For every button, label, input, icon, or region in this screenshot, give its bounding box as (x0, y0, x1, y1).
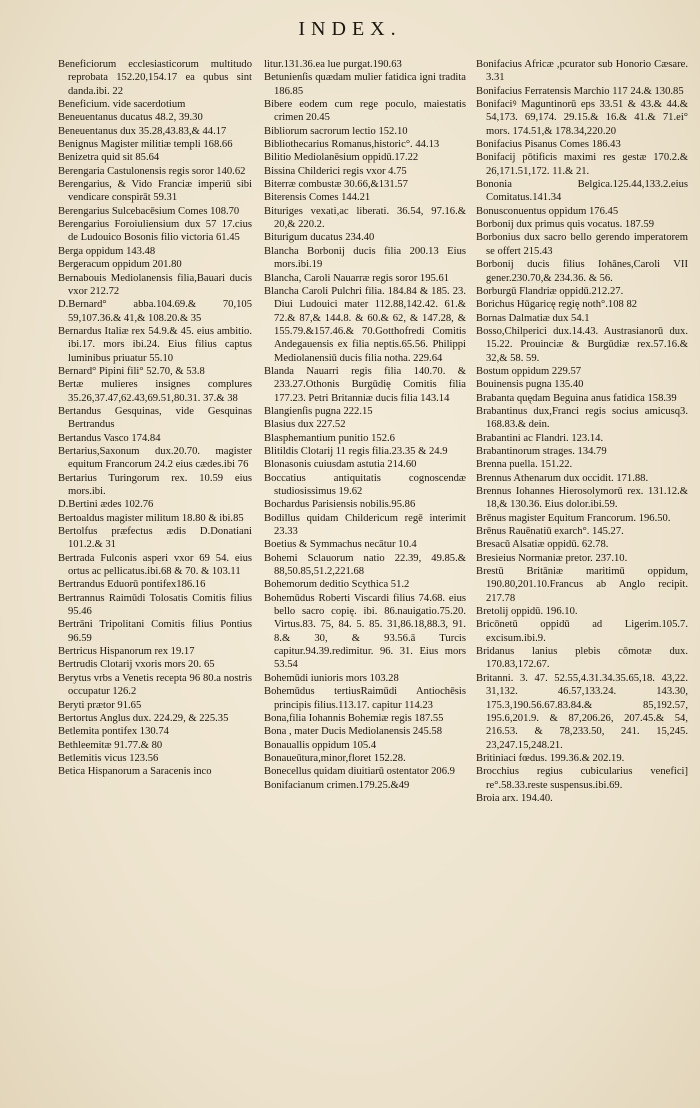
index-entry: D.Bernard° abba.104.69.& 70,105 59,107.36.& 41,& 108.20.& 35 (58, 299, 252, 324)
index-entry: Blancha Borbonij ducis filia 200.13 Eius mors.ibi.19 (264, 245, 466, 271)
index-entry: Blanda Nauarri regis filia 140.70. & 233.27.Othonis Burgūdię Comitis filia 177.23. Petri Britanniæ ducis filia 143.14 (264, 365, 466, 404)
index-entry: Beneuentanus dux 35.28,43.83,& 44.17 (58, 125, 227, 137)
index-entry: Brennus Athenarum dux occidit. 171.88. (476, 472, 649, 484)
index-entry: D.Bertini ædes 102.76 (58, 499, 154, 511)
index-entry: Bertæ mulieres insignes complures 35.26,37.47,62.43,69.51,80.31. 37.& 38 (58, 379, 252, 404)
index-entry: Bouinensis pugna 135.40 (476, 379, 584, 391)
index-entry: Beneuentanus ducatus 48.2, 39.30 (58, 112, 203, 124)
index-entry: Bohemi Sclauorum natio 22.39, 49.85.& 88,50.85,51.2,221.68 (264, 552, 466, 578)
index-entry: Biterensis Comes 144.21 (264, 192, 371, 204)
index-entry: Betica Hispanorum a Saracenis inco (58, 766, 212, 778)
index-entry: Betlemitis vicus 123.56 (58, 752, 159, 764)
index-entry: Bibliorum sacrorum lectio 152.10 (264, 125, 408, 137)
index-entry: Brabanta quędam Beguina anus fatidica 158.39 (476, 392, 677, 404)
index-entry: Britanni. 3. 47. 52.55,4.31.34.35.65,18. 43,22. 31,132. 46.57,133.24. 143.30, 175.3,190.56.67.83.84.& 85,192.57, 195.6,201.9. & 87,206.26, 207.45.& 54, 216.53. & 78,233.50, 241. 15,245. 23,247.15,248.21. (476, 672, 688, 751)
index-entry: Biterræ combustæ 30.66,&131.57 (264, 179, 408, 191)
index-entry: Bosso,Chilperici dux.14.43. Austrasianorū dux. 15.22. Prouinciæ & Burgūdiæ rex.57.16.& 32,& 58. 59. (476, 325, 688, 364)
index-entry: Bernabouis Mediolanensis filia,Bauari ducis vxor 212.72 (58, 272, 252, 297)
index-entry: Bertrada Fulconis asperi vxor 69 54. eius ortus ac pellicatus.ibi.68 & 70. & 103.11 (58, 552, 252, 578)
index-entry: Brēnus Rauēnatiū exarch°. 145.27. (476, 526, 624, 538)
index-entry: Bilitio Mediolanēsium oppidū.17.22 (264, 152, 419, 164)
index-entry: Blasphemantium punitio 152.6 (264, 432, 395, 444)
index-entry: Bertortus Anglus dux. 224.29, & 225.35 (58, 712, 229, 724)
index-entry: Brestū Britāniæ maritimū oppidum, 190.80,201.10.Francus ab Anglo recipit. 217.78 (476, 566, 688, 604)
index-entry: Bissina Childerici regis vxor 4.75 (264, 165, 407, 177)
index-entry: Bonauallis oppidum 105.4 (264, 739, 377, 751)
index-entry: Bornas Dalmatiæ dux 54.1 (476, 312, 590, 324)
index-entry: Berengarius, & Vido Franciæ imperiū sibi vendicare conspirāt 59.31 (58, 179, 252, 204)
index-entry: Bohemūdi iunioris mors 103.28 (264, 672, 399, 684)
index-entry: Bonifaciꝰ Maguntinorū eps 33.51 & 43.& 44.& 54,173. 69,174. 29.15.& 16.& 41.& 71.ei° mors. 174.51,& 178.34,220.20 (476, 99, 688, 137)
index-entry: Brabantinorum strages. 134.79 (476, 445, 607, 457)
index-entry: Brabantinus dux,Franci regis socius amicusq3. 168.83.& dein. (476, 405, 688, 431)
index-entry: Blancha, Caroli Nauarræ regis soror 195.61 (264, 272, 450, 284)
index-entry: Berga oppidum 143.48 (58, 245, 156, 257)
index-entry: Bertricus Hispanorum rex 19.17 (58, 646, 195, 658)
index-entry: Bona , mater Ducis Mediolanensis 245.58 (264, 726, 443, 738)
index-entry: Britiniaci fœdus. 199.36.& 202.19. (476, 752, 625, 764)
index-entry: Bricōnetū oppidū ad Ligerim.105.7. excisum.ibi.9. (476, 619, 688, 644)
index-entry: Bonusconuentus oppidum 176.45 (476, 205, 619, 217)
index-entry: Bresacū Alsatiæ oppidū. 62.78. (476, 539, 609, 551)
index-entry: Beryti prætor 91.65 (58, 699, 142, 711)
index-entry: Broia arx. 194.40. (476, 792, 553, 804)
index-entry: Bononia Belgica.125.44,133.2.eius Comitatus.141.34 (476, 179, 688, 204)
index-entry: Bonaueūtura,minor,floret 152.28. (264, 752, 406, 764)
index-entry: Bibere eodem cum rege poculo, maiestatis crimen 20.45 (264, 99, 466, 124)
index-entry: Bertrannus Raimūdi Tolosatis Comitis filius 95.46 (58, 592, 252, 618)
index-entry: Bonifacij pōtificis maximi res gestæ 170.2.& 26,171.51,172. 11.& 21. (476, 152, 688, 177)
index-column-3 (476, 58, 688, 805)
index-entry: Bohemorum deditio Scythica 51.2 (264, 579, 410, 591)
index-entry: Bohemūdus Roberti Viscardi filius 74.68. eius bello sacro copię. ibi. 86.nauigatio.75.20. Virtus.83. 75, 84. 5. 85. 31,86.18,88.3, 91. 8.& 30, & 93.56.ā Turcis capitur.94.39.redimitur. 96. 31. Eius mors 53.54 (264, 592, 466, 671)
index-entry: Beneficiorum ecclesiasticorum multitudo reprobata 152.20,154.17 ea qubus sint danda.ibi. 22 (58, 59, 252, 97)
index-entry: Bodillus quidam Childericum regē interimit 23.33 (264, 512, 466, 538)
index-entry: Bertoaldus magister militum 18.80 & ibi.85 (58, 512, 244, 524)
index-entry: Bresieius Normaniæ pretor. 237.10. (476, 552, 628, 564)
index-entry: Berytus vrbs a Venetis recepta 96 80.a nostris occupatur 126.2 (58, 672, 252, 698)
index-entry: Bertolfus præfectus ædis D.Donatiani 101.2.& 31 (58, 526, 252, 551)
index-entry: Bonifacius Pisanus Comes 186.43 (476, 139, 621, 151)
index-entry: Boetius & Symmachus necātur 10.4 (264, 539, 417, 551)
page-title: INDEX. (298, 18, 402, 40)
index-entry: Blitildis Clotarij 11 regis filia.23.35 & 24.9 (264, 445, 448, 457)
index-entry: Brēnus magister Equitum Francorum. 196.50. (476, 512, 671, 524)
index-entry: Bochardus Parisiensis nobilis.95.86 (264, 499, 416, 511)
index-entry: Benizetra quid sit 85.64 (58, 152, 160, 164)
index-entry: Borichus Hūgaricę regię noth°.108 82 (476, 299, 638, 311)
index-entry: Bertarius,Saxonum dux.20.70. magister equitum Francorum 24.2 eius cædes.ibi 76 (58, 445, 252, 471)
index-entry: Boccatius antiquitatis cognoscendæ studiosissimus 19.62 (264, 472, 466, 497)
index-entry: Brenna puella. 151.22. (476, 459, 573, 471)
index-entry: Borbonij dux primus quis vocatus. 187.59 (476, 219, 655, 231)
index-column-1 (58, 58, 252, 779)
index-entry: Bona,filia Iohannis Bohemiæ regis 187.55 (264, 712, 444, 724)
index-entry: Bonifacius Ferratensis Marchio 117 24.& 130.85 (476, 85, 684, 97)
index-entry: Bituriges vexati,ac liberati. 36.54, 97.16.& 20,& 220.2. (264, 205, 466, 231)
index-entry: Bostum oppidum 229.57 (476, 365, 582, 377)
index-entry: Bertrandus Eduorū pontifex186.16 (58, 579, 206, 591)
index-entry: Bertandus Gesquinas, vide Gesquinas Bertrandus (58, 405, 252, 431)
index-entry: Bibliothecarius Romanus,historic°. 44.13 (264, 139, 440, 151)
index-entry: litur.131.36.ea lue purgat.190.63 (264, 59, 402, 70)
index-entry: Biturigum ducatus 234.40 (264, 232, 375, 244)
index-entry: Bernard° Pipini fili° 52.70, & 53.8 (58, 365, 205, 377)
index-entry: Bertrāni Tripolitani Comitis filius Pontius 96.59 (58, 619, 252, 644)
index-entry: Bretolij oppidū. 196.10. (476, 606, 578, 618)
index-entry: Bonecellus quidam diuitiarū ostentator 206.9 (264, 766, 455, 778)
index-entry: Blonasonis cuiusdam astutia 214.60 (264, 459, 417, 471)
index-entry: Brennus Iohannes Hierosolymorū rex. 131.12.& 18,& 130.36. Eius dolor.ibi.59. (476, 486, 688, 511)
index-entry: Borbonij ducis filius Iohānes,Caroli VII gener.230.70,& 234.36. & 56. (476, 259, 688, 284)
index-entry: Borbonius dux sacro bello gerendo imperatorem se offert 215.43 (476, 232, 688, 257)
index-entry: Bertarius Turingorum rex. 10.59 eius mors.ibi. (58, 472, 252, 497)
index-entry: Bridanus lanius plebis cōmotæ dux. 170.83,172.67. (476, 646, 688, 671)
index-entry: Berengaria Castulonensis regis soror 140.62 (58, 165, 246, 177)
index-entry: Brocchius regius cubicularius venefici] re°.58.33.reste suspensus.ibi.69. (476, 766, 688, 791)
index-entry: Berengarius Sulcebacēsium Comes 108.70 (58, 205, 240, 217)
index-entry: Bonifacianum crimen.179.25.&49 (264, 779, 410, 791)
index-entry: Benignus Magister militiæ templi 168.66 (58, 139, 233, 151)
index-column-2 (264, 58, 466, 792)
index-entry: Bonifacius Africæ ,pcurator sub Honorio Cæsare. 3.31 (476, 59, 688, 84)
index-entry: Betunienſis quædam mulier fatidica igni tradita 186.85 (264, 72, 466, 97)
index-entry: Blangienſis pugna 222.15 (264, 405, 373, 417)
index-entry: Blasius dux 227.52 (264, 419, 346, 431)
index-entry: Bohemūdus tertiusRaimūdi Antiochēsis principis filius.113.17. capitur 114.23 (264, 686, 466, 711)
index-entry: Blancha Caroli Pulchri filia. 184.84 & 185. 23. Diui Ludouici mater 112.88,142.42. 61.& 72.& 87,& 144.8. & 60.& 62, & 147.28, & 155.79.&157.46.& 70.Gotthofredi Comitis Andegauensis ex filia neptis.65.56. Philippi Mediolanensiū ducis filia notha. 229.64 (264, 285, 466, 364)
index-entry: Betlemita pontifex 130.74 (58, 726, 169, 738)
index-entry: Brabantini ac Flandri. 123.14. (476, 432, 604, 444)
index-entry: Beneficium. vide sacerdotium (58, 99, 186, 111)
index-entry: Bertandus Vasco 174.84 (58, 432, 161, 444)
index-entry: Bethleemitæ 91.77.& 80 (58, 739, 163, 751)
index-entry: Berengarius Foroiuliensium dux 57 17.cius de Ludouico Bosonis filio victoria 61.45 (58, 219, 252, 244)
index-entry: Bergeracum oppidum 201.80 (58, 259, 182, 271)
index-entry: Borburgū Flandriæ oppidū.212.27. (476, 285, 624, 297)
index-entry: Bertrudis Clotarij vxoris mors 20. 65 (58, 659, 215, 671)
index-entry: Bernardus Italiæ rex 54.9.& 45. eius ambitio. ibi.17. mors ibi.24. Eius filius captus luminibus priuatur 55.10 (58, 325, 252, 364)
